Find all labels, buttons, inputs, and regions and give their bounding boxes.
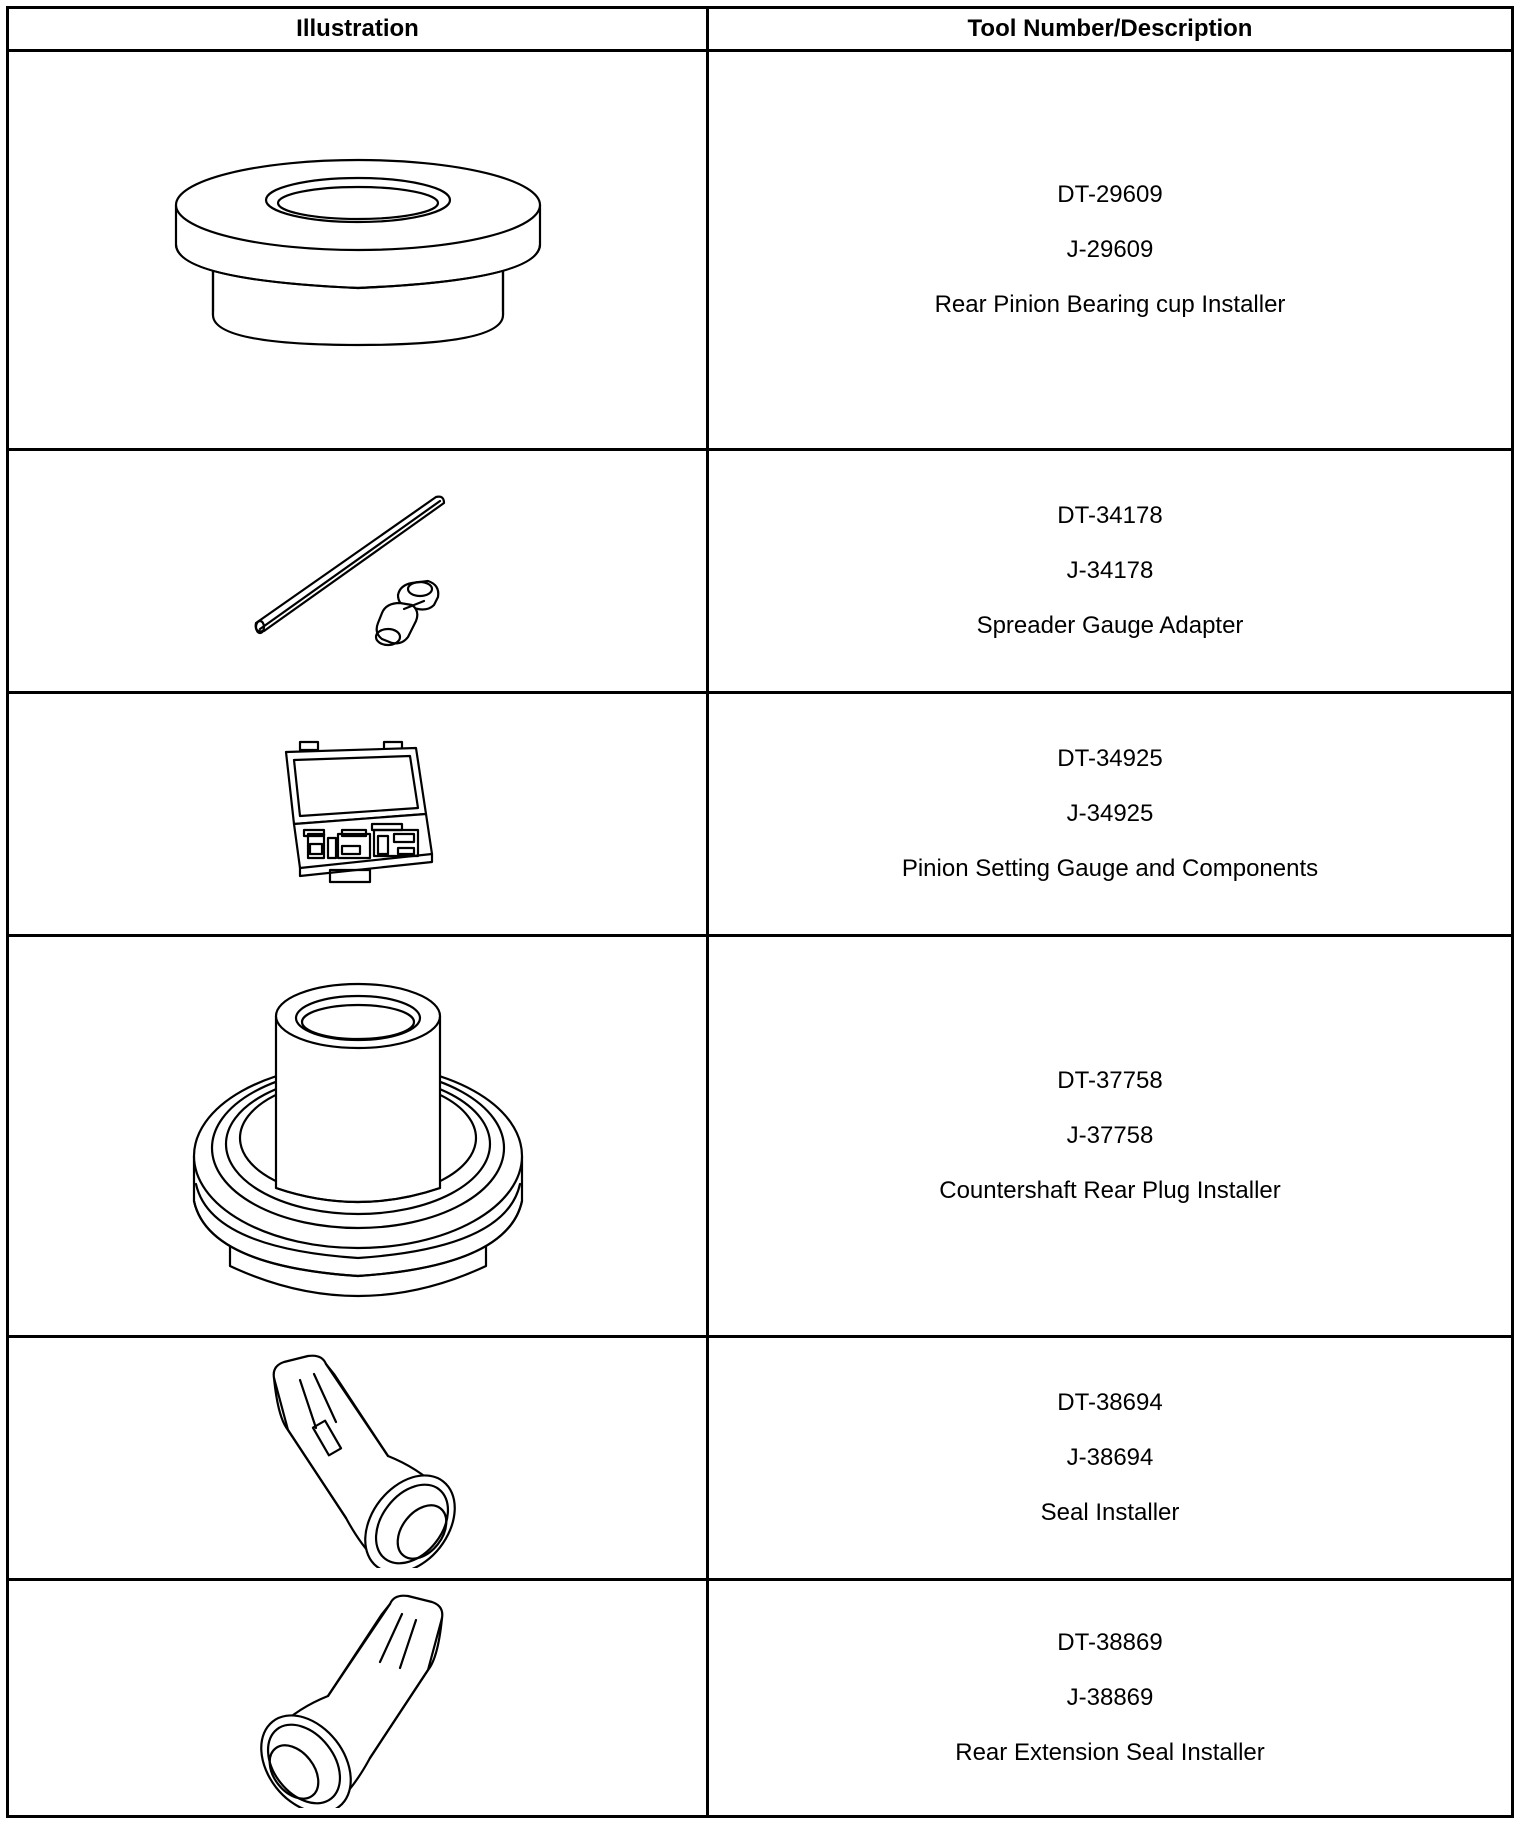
illustration-cell	[8, 1580, 708, 1817]
table-row	[8, 450, 1513, 693]
table-row	[8, 1337, 1513, 1580]
tool-description: Rear Pinion Bearing cup Installer	[934, 291, 1286, 318]
j-tool-number: J-34925	[1066, 800, 1154, 827]
j-tool-number: J-34178	[1066, 557, 1154, 584]
gauge-kit-case-icon	[278, 734, 438, 894]
dt-tool-number: DT-34925	[1057, 745, 1163, 772]
dt-tool-number: DT-29609	[1057, 181, 1163, 208]
tool-description-cell	[708, 51, 1513, 450]
table-row	[8, 936, 1513, 1337]
tool-description-cell	[708, 936, 1513, 1337]
illustration-cell	[8, 1337, 708, 1580]
j-tool-number: J-29609	[1066, 236, 1154, 263]
spreader-gauge-adapter-icon	[248, 481, 468, 661]
table-header-row	[8, 8, 1513, 51]
illustration-cell	[8, 936, 708, 1337]
bearing-cup-installer-icon	[168, 150, 548, 350]
illustration-cell	[8, 51, 708, 450]
tool-description-cell	[708, 693, 1513, 936]
tool-description: Spreader Gauge Adapter	[976, 612, 1244, 639]
plug-installer-icon	[188, 966, 528, 1306]
special-tools-table	[6, 6, 1514, 1818]
j-tool-number: J-38694	[1066, 1444, 1154, 1471]
table-row	[8, 51, 1513, 450]
table-row	[8, 1580, 1513, 1817]
header-tool-number-description: Tool Number/Description	[708, 8, 1513, 51]
j-tool-number: J-37758	[1066, 1122, 1154, 1149]
tool-description: Seal Installer	[1040, 1499, 1180, 1526]
dt-tool-number: DT-38694	[1057, 1389, 1163, 1416]
tool-description-cell	[708, 1337, 1513, 1580]
j-tool-number: J-38869	[1066, 1684, 1154, 1711]
tool-description: Rear Extension Seal Installer	[955, 1739, 1265, 1766]
table-row	[8, 693, 1513, 936]
header-illustration: Illustration	[8, 8, 708, 51]
dt-tool-number: DT-34178	[1057, 502, 1163, 529]
dt-tool-number: DT-37758	[1057, 1067, 1163, 1094]
illustration-cell	[8, 450, 708, 693]
seal-installer-icon	[238, 1348, 478, 1568]
illustration-cell	[8, 693, 708, 936]
tool-description-cell	[708, 1580, 1513, 1817]
extension-seal-installer-icon	[238, 1588, 478, 1808]
tool-description-cell	[708, 450, 1513, 693]
tool-description: Countershaft Rear Plug Installer	[939, 1177, 1281, 1204]
tool-description: Pinion Setting Gauge and Components	[901, 855, 1319, 882]
dt-tool-number: DT-38869	[1057, 1629, 1163, 1656]
